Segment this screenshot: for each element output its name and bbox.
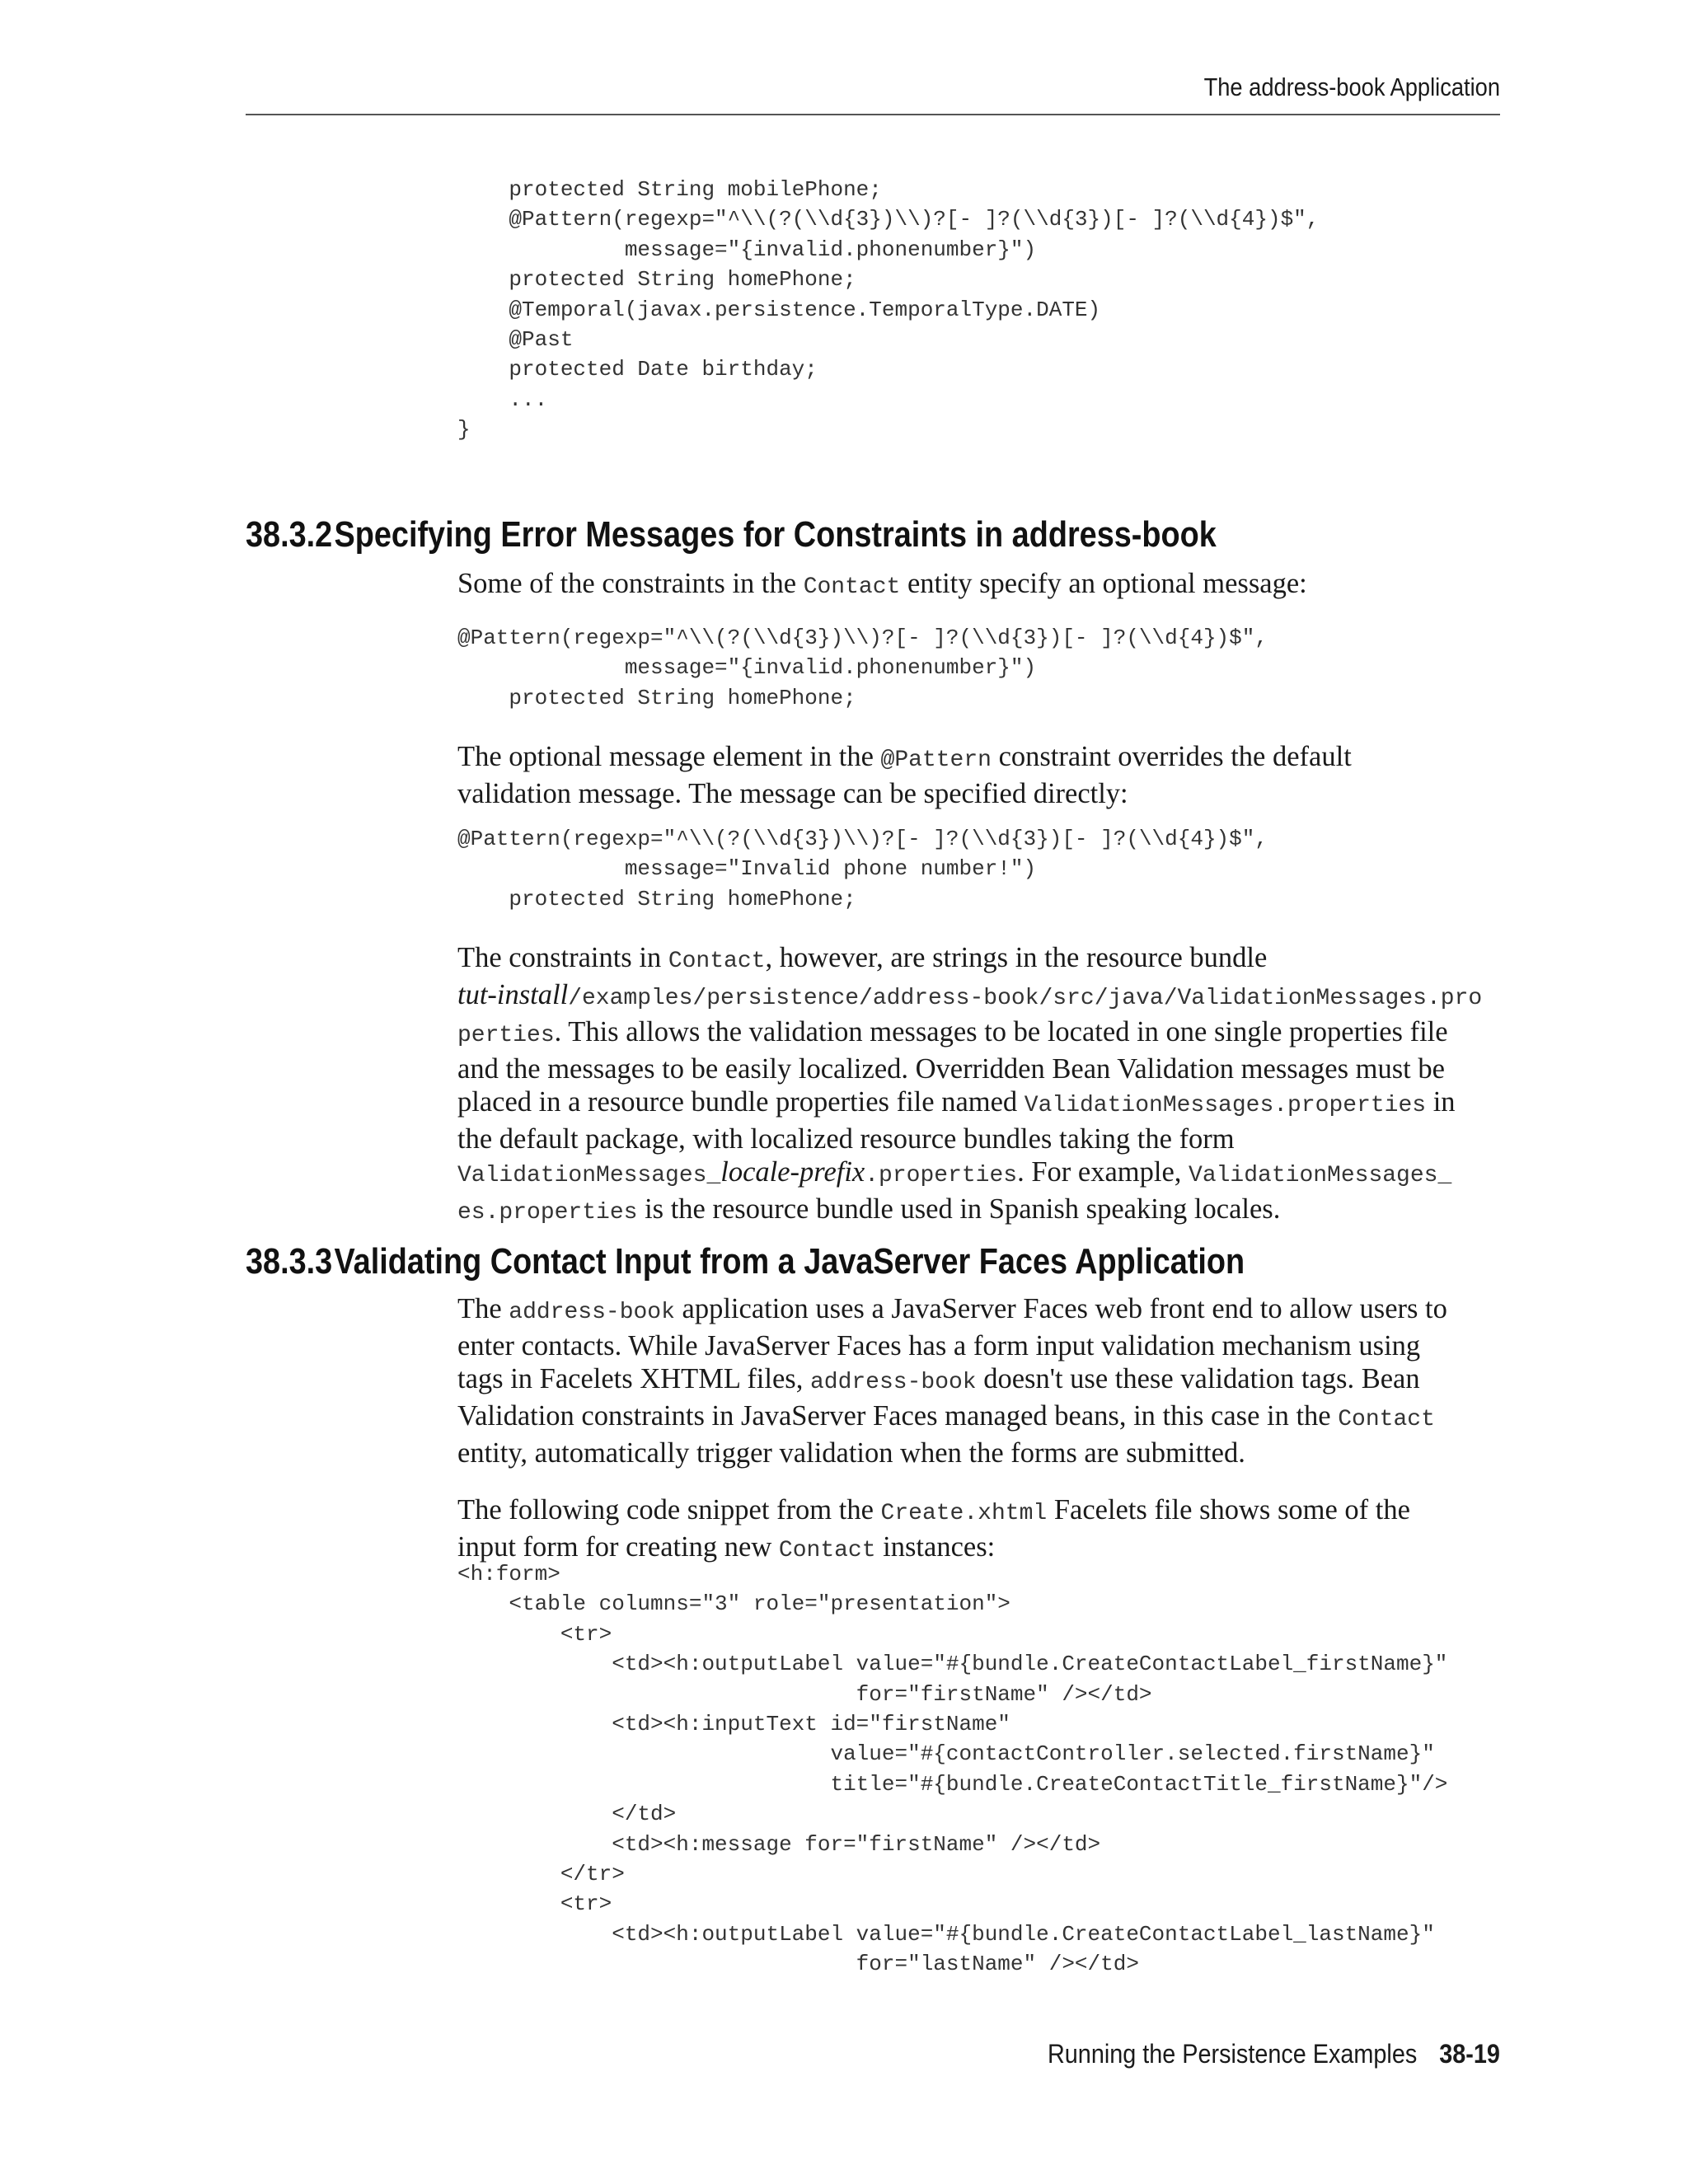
- paragraph-resource-bundle: The constraints in Contact, however, are strings in the resource bundle tut-install/examples/persistence/address-book/src/java/ValidationMessages.pro perties. This allows the validation messages to be located in one single properties file and the messages to be easily localized. Overridden Bean Validation messages must be placed in a resource bundle properties file named ValidationMessages.properties in the default package, with localized resource bundles taking the form ValidationMessages_locale-prefix.properties. For example, ValidationMessages_ es.properties is the resource bundle used in Spanish speaking locales.: [457, 942, 1483, 1226]
- page-number: 38-19: [1439, 2039, 1500, 2069]
- section-heading-38-3-3: [246, 1241, 1245, 1282]
- section-number: 38.3.3: [246, 1241, 333, 1282]
- section-number: 38.3.2: [246, 514, 333, 555]
- paragraph: Some of the constraints in the Contact entity specify an optional message:: [457, 568, 1307, 600]
- code-block-pattern-bundle: @Pattern(regexp="^\\(?(\\d{3})\\)?[- ]?(\\d{3})[- ]?(\\d{4})$", message="{invalid.phonenumber}") protected String homePhone;: [457, 626, 1268, 710]
- paragraph-snippet-intro: The following code snippet from the Create.xhtml Facelets file shows some of the input form for creating new Contact instances:: [457, 1494, 1410, 1563]
- section-title: Validating Contact Input from a JavaServer Faces Application: [334, 1241, 1245, 1282]
- running-footer: [1048, 2039, 1500, 2069]
- footer-text: Running the Persistence Examples: [1048, 2039, 1418, 2069]
- paragraph: The optional message element in the @Pattern constraint overrides the default validation message. The message can be specified directly:: [457, 741, 1352, 809]
- code-block-pattern-direct: @Pattern(regexp="^\\(?(\\d{3})\\)?[- ]?(\\d{3})[- ]?(\\d{4})$", message="Invalid phone number!") protected String homePhone;: [457, 827, 1268, 912]
- paragraph-jsf-intro: The address-book application uses a JavaServer Faces web front end to allow users to enter contacts. While JavaServer Faces has a form input validation mechanism using tags in Facelets XHTML files, address-book doesn't use these validation tags. Bean Validation constraints in JavaServer Faces managed beans, in this case in the Contact entity, automatically trigger validation when the forms are submitted.: [457, 1293, 1447, 1469]
- running-header: The address-book Application: [1203, 73, 1500, 101]
- section-title: Specifying Error Messages for Constraints in address-book: [334, 514, 1217, 555]
- section-heading-38-3-2: [246, 514, 1217, 555]
- header-rule: [246, 114, 1500, 115]
- code-block-contact-fields: protected String mobilePhone; @Pattern(regexp="^\\(?(\\d{3})\\)?[- ]?(\\d{3})[- ]?(\\d{4})$", message="{invalid.phonenumber}") protected String homePhone; @Temporal(javax.persistence.TemporalType.DATE) @Past protected Date birthday; ... }: [457, 177, 1320, 443]
- code-block-create-xhtml: <h:form> <table columns="3" role="presentation"> <tr> <td><h:outputLabel value="#{bundle.CreateContactLabel_firstName}" for="firstName" /></td> <td><h:inputText id="firstName" value="#{contactController.selected.firstName}" title="#{bundle.CreateContactTitle_firstName}"/> </td> <td><h:message for="firstName" /></td> </tr> <tr> <td><h:outputLabel value="#{bundle.CreateContactLabel_lastName}" for="lastName" /></td>: [457, 1562, 1448, 1977]
